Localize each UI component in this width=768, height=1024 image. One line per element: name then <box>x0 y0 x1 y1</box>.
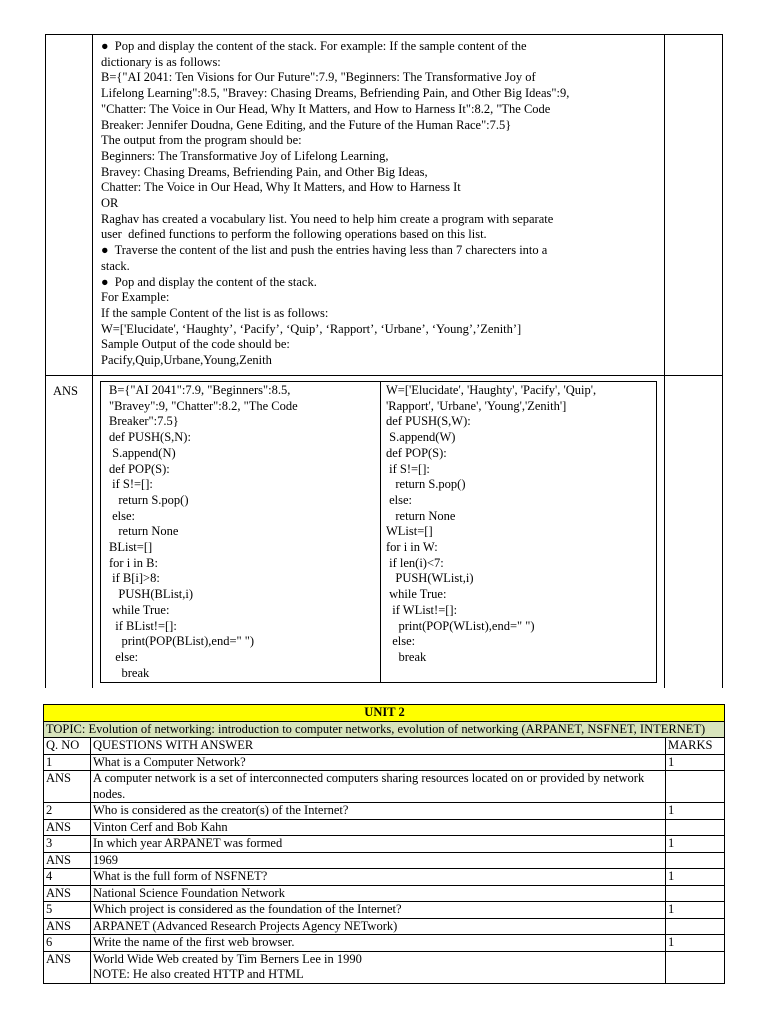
row-marks-text: 1 <box>668 935 675 949</box>
row-text <box>91 754 666 771</box>
code-line: B={"AI 2041":7.9, "Beginners":8.5, <box>109 383 291 397</box>
code-line: if WList!=[]: <box>386 602 458 617</box>
note-text: NOTE: He also created HTTP and HTML <box>93 967 304 981</box>
answer-row <box>44 852 725 869</box>
code-line: W=['Elucidate', 'Haughty', 'Pacify', 'Quip', <box>386 383 597 397</box>
question-row <box>44 869 725 886</box>
row-text <box>91 803 666 820</box>
code-line: BList=[] <box>109 540 153 555</box>
row-text <box>91 951 666 983</box>
row-number-text: 5 <box>46 902 53 916</box>
question-row <box>44 803 725 820</box>
question-line: B={"AI 2041: Ten Visions for Our Future":7.9, "Beginners: The Transformative Joy of <box>101 70 536 85</box>
row-number-text: 3 <box>46 836 53 850</box>
code-line: def POP(S): <box>386 445 447 460</box>
row-text-text: World Wide Web created by Tim Berners Lee in 1990 <box>93 951 362 966</box>
code-line: return None <box>109 524 179 539</box>
row-number <box>44 754 91 771</box>
code-line: break <box>386 649 427 664</box>
question-line: ● Pop and display the content of the stack. For example: If the sample content of the <box>101 39 527 53</box>
question-line: If the sample Content of the list is as follows: <box>101 305 329 320</box>
row-number-text: ANS <box>46 852 72 867</box>
row-number-text: 6 <box>46 935 53 949</box>
row-text-text: Vinton Cerf and Bob Kahn <box>93 819 228 834</box>
header-qno: Q. NO <box>44 738 91 755</box>
code-line: return None <box>386 508 456 523</box>
question-line: Pacify,Quip,Urbane,Young,Zenith <box>101 353 272 368</box>
row-number-text: 2 <box>46 803 53 817</box>
row-number <box>44 935 91 952</box>
code-line: "Bravey":9, "Chatter":8.2, "The Code <box>109 398 298 413</box>
code-line: WList=[] <box>386 524 433 539</box>
topic-heading: TOPIC: Evolution of networking: introduction to computer networks, evolution of networking (ARPANET, NSFNET, INTERNET) <box>44 721 725 738</box>
row-marks <box>666 869 725 886</box>
answer-row <box>44 951 725 983</box>
answer-label: ANS <box>53 384 79 398</box>
row-marks <box>666 803 725 820</box>
question-line: dictionary is as follows: <box>101 54 221 69</box>
code-line: else: <box>109 649 139 664</box>
row-number-text: ANS <box>46 918 72 933</box>
question-line: "Chatter: The Voice in Our Head, Why It Matters, and How to Harness It":8.2, "The Code <box>101 101 551 116</box>
question-line: user defined functions to perform the following operations based on this list. <box>101 227 487 242</box>
row-number <box>44 819 91 836</box>
row-marks-text: 1 <box>668 869 675 883</box>
question-line: OR <box>101 196 119 211</box>
row-number-text: ANS <box>46 819 72 834</box>
row-text-text: Who is considered as the creator(s) of the Internet? <box>93 803 349 817</box>
answer-row <box>44 819 725 836</box>
row-marks <box>666 951 725 983</box>
code-line: if S!=[]: <box>109 477 153 492</box>
row-text-text: What is a Computer Network? <box>93 754 246 769</box>
code-line: S.append(N) <box>109 445 176 460</box>
row-text <box>91 918 666 935</box>
code-line: return S.pop() <box>386 477 466 492</box>
row-text-text: In which year ARPANET was formed <box>93 836 283 850</box>
row-marks <box>666 836 725 853</box>
question-line: Sample Output of the code should be: <box>101 337 290 352</box>
code-line: if len(i)<7: <box>386 555 444 570</box>
question-line: For Example: <box>101 290 170 305</box>
row-text <box>91 852 666 869</box>
code-line: if S!=[]: <box>386 461 430 476</box>
row-text <box>91 836 666 853</box>
code-line: 'Rapport', 'Urbane', 'Young','Zenith'] <box>386 398 567 413</box>
row-marks <box>666 771 725 803</box>
code-line: print(POP(WList),end=" ") <box>386 618 535 633</box>
question-line: W=['Elucidate', ‘Haughty’, ‘Pacify’, ‘Quip’, ‘Rapport’, ‘Urbane’, ‘Young’,’Zenith’] <box>101 321 522 336</box>
code-line: def PUSH(S,N): <box>109 430 191 445</box>
table-header-row <box>44 738 725 755</box>
code-line: def POP(S): <box>109 461 170 476</box>
row-text-text: ARPANET (Advanced Research Projects Agency NETwork) <box>93 918 398 933</box>
row-text-text: A computer network is a set of interconnected computers sharing resources located on or provided by network nodes. <box>93 771 645 801</box>
question-line: ● Pop and display the content of the stack. <box>101 274 317 289</box>
question-row <box>44 836 725 853</box>
code-line: for i in B: <box>109 555 158 570</box>
answer-row <box>44 885 725 902</box>
row-marks <box>666 935 725 952</box>
row-text <box>91 902 666 919</box>
row-number <box>44 869 91 886</box>
header-question: QUESTIONS WITH ANSWER <box>91 738 666 755</box>
question-line: The output from the program should be: <box>101 133 302 148</box>
code-line: else: <box>109 508 136 523</box>
code-line: print(POP(BList),end=" ") <box>109 634 255 649</box>
row-number <box>44 951 91 983</box>
code-line: for i in W: <box>386 540 438 555</box>
code-line: S.append(W) <box>386 430 456 445</box>
row-marks-text: 1 <box>668 754 675 769</box>
row-number-text: ANS <box>46 951 72 966</box>
header-marks: MARKS <box>666 738 725 755</box>
code-line: Breaker":7.5} <box>109 414 179 429</box>
row-marks <box>666 819 725 836</box>
row-marks <box>666 902 725 919</box>
answer-code-right <box>386 383 652 666</box>
row-marks <box>666 885 725 902</box>
row-marks <box>666 852 725 869</box>
code-line: if B[i]>8: <box>109 571 160 586</box>
code-line: while True: <box>109 602 170 617</box>
question-line: stack. <box>101 258 130 273</box>
code-divider <box>380 382 381 682</box>
code-line: PUSH(BList,i) <box>109 587 194 602</box>
row-number-text: ANS <box>46 885 72 900</box>
code-line: if BList!=[]: <box>109 618 177 633</box>
question-line: Breaker: Jennifer Doudna, Gene Editing, and the Future of the Human Race":7.5} <box>101 117 512 132</box>
code-line: else: <box>386 634 416 649</box>
row-text <box>91 819 666 836</box>
question-row <box>44 902 725 919</box>
row-text-text: Which project is considered as the foundation of the Internet? <box>93 902 402 916</box>
row-text-text: National Science Foundation Network <box>93 885 285 900</box>
unit-title: UNIT 2 <box>44 705 725 722</box>
answer-code-left <box>109 383 375 681</box>
question-line: Beginners: The Transformative Joy of Lifelong Learning, <box>101 148 389 163</box>
question-line: Lifelong Learning":8.5, "Bravey: Chasing Dreams, Befriending Pain, and Other Big Ideas":9, <box>101 86 570 101</box>
question-row <box>44 754 725 771</box>
question-line: ● Traverse the content of the list and push the entries having less than 7 charecters into a <box>101 243 548 258</box>
question-line: Bravey: Chasing Dreams, Befriending Pain, and Other Big Ideas, <box>101 164 428 179</box>
code-line: break <box>109 665 150 680</box>
unit2-table <box>43 704 725 984</box>
question-row <box>44 935 725 952</box>
answer-code-box <box>100 381 657 683</box>
row-text <box>91 885 666 902</box>
row-number <box>44 918 91 935</box>
answer-row <box>44 918 725 935</box>
question-text <box>101 39 661 369</box>
code-line: while True: <box>386 587 447 602</box>
row-text <box>91 771 666 803</box>
row-marks <box>666 918 725 935</box>
row-number <box>44 771 91 803</box>
row-number <box>44 803 91 820</box>
row-text-text: Write the name of the first web browser. <box>93 935 295 949</box>
row-number <box>44 852 91 869</box>
row-number-text: ANS <box>46 771 72 785</box>
question-line: Chatter: The Voice in Our Head, Why It Matters, and How to Harness It <box>101 180 461 195</box>
row-number <box>44 836 91 853</box>
row-marks-text: 1 <box>668 836 675 850</box>
code-line: def PUSH(S,W): <box>386 414 471 429</box>
row-text-text: What is the full form of NSFNET? <box>93 869 268 883</box>
row-text <box>91 869 666 886</box>
row-text-text: 1969 <box>93 852 118 867</box>
code-line: return S.pop() <box>109 492 189 507</box>
row-marks-text: 1 <box>668 902 675 916</box>
row-number-text: 1 <box>46 754 53 769</box>
row-number-text: 4 <box>46 869 53 883</box>
row-marks-text: 1 <box>668 803 675 817</box>
row-marks <box>666 754 725 771</box>
code-line: else: <box>386 492 413 507</box>
row-number <box>44 885 91 902</box>
row-text <box>91 935 666 952</box>
row-number <box>44 902 91 919</box>
code-line: PUSH(WList,i) <box>386 571 474 586</box>
answer-row <box>44 771 725 803</box>
question-line: Raghav has created a vocabulary list. You need to help him create a program with separate <box>101 211 554 226</box>
